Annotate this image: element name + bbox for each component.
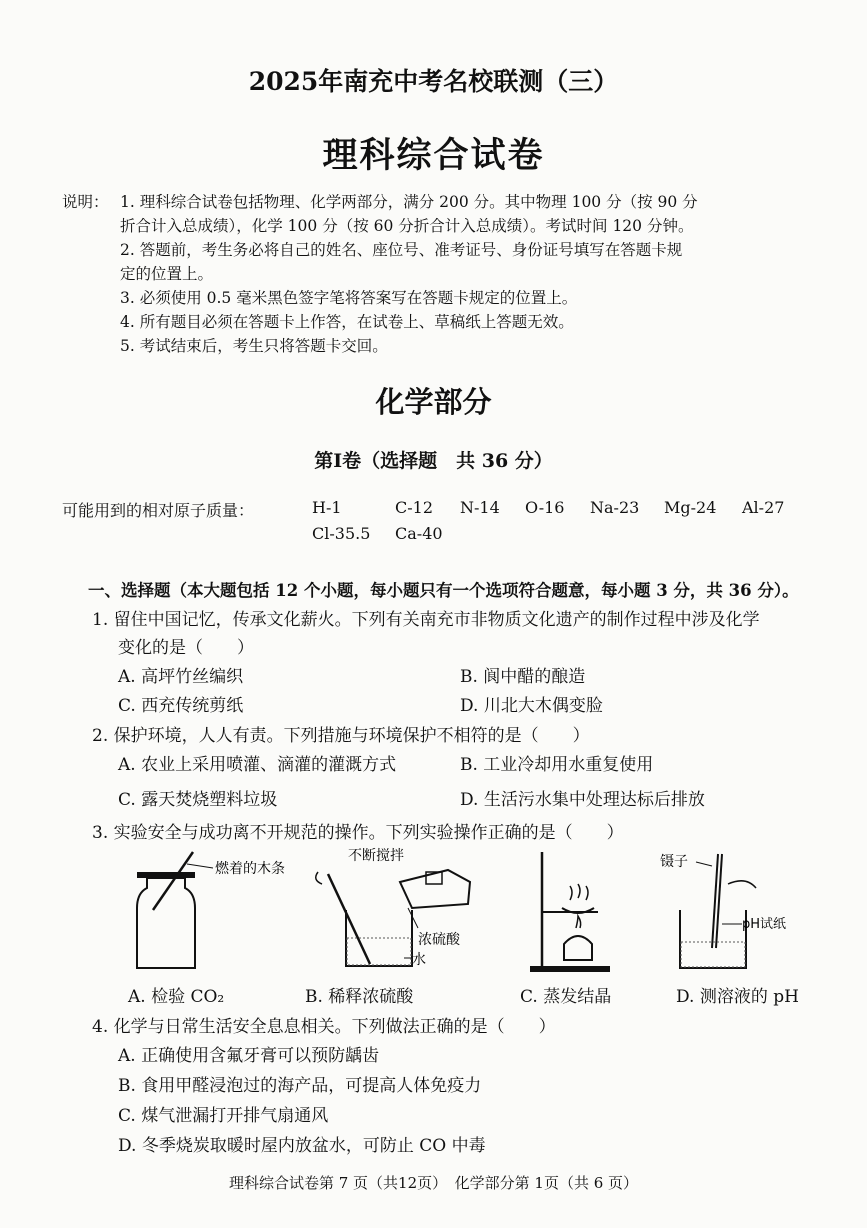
instructions-label: 说明： (62, 193, 109, 211)
figure-c-evaporation (520, 848, 620, 978)
atomic-mass-item: Na-23 (590, 498, 640, 517)
exam-title: 2025年南充中考名校联测（三） (248, 67, 619, 96)
question-4-option-b: B. 食用甲醛浸泡过的海产品，可提高人体免疫力 (118, 1076, 482, 1096)
paper-title: 理科综合试卷 (322, 135, 545, 176)
atomic-mass-item: Cl-35.5 (312, 524, 371, 543)
question-4-option-c: C. 煤气泄漏打开排气扇通风 (118, 1106, 329, 1126)
question-4-stem: 4. 化学与日常生活安全息息相关。下列做法正确的是（ ） (92, 1017, 556, 1037)
question-3-stem: 3. 实验安全与成功离不开规范的操作。下列实验操作正确的是（ ） (92, 823, 624, 843)
question-1-stem: 1. 留住中国记忆，传承文化薪火。下列有关南充市非物质文化遗产的制作过程中涉及化学 (92, 610, 760, 630)
figure-d-tweezers-label: 镊子 (660, 854, 688, 870)
question-4-option-a: A. 正确使用含氟牙膏可以预防龋齿 (118, 1046, 380, 1066)
atomic-mass-item: Mg-24 (664, 498, 717, 517)
question-4-option-d: D. 冬季烧炭取暖时屋内放盆水，可防止 CO 中毒 (118, 1136, 486, 1156)
atomic-mass-item: O-16 (525, 498, 565, 517)
question-2-option-b: B. 工业冷却用水重复使用 (460, 755, 654, 775)
figure-a-stick-label: 燃着的木条 (215, 861, 285, 877)
instruction-line: 1. 理科综合试卷包括物理、化学两部分，满分 200 分。其中物理 100 分（按 90 分 (120, 193, 698, 211)
atomic-mass-item: N-14 (460, 498, 500, 517)
part-title: 第Ⅰ卷（选择题 共 36 分） (314, 450, 553, 472)
question-2-option-c: C. 露天焚烧塑料垃圾 (118, 790, 278, 810)
atomic-mass-item: H-1 (312, 498, 342, 517)
question-1-option-a: A. 高坪竹丝编织 (118, 667, 244, 687)
figure-a-gas-test (125, 848, 295, 978)
instruction-line: 4. 所有题目必须在答题卡上作答，在试卷上、草稿纸上答题无效。 (120, 313, 574, 331)
section-one-heading: 一、选择题（本大题包括 12 个小题，每小题只有一个选项符合题意，每小题 3 分，共 36 分）。 (88, 581, 799, 600)
instruction-line: 定的位置上。 (120, 265, 214, 283)
question-1-option-c: C. 西充传统剪纸 (118, 696, 244, 716)
question-3-option-c: C. 蒸发结晶 (520, 987, 612, 1007)
question-1-stem-cont: 变化的是（ ） (118, 638, 254, 658)
page-footer: 理科综合试卷第 7 页（共12页） 化学部分第 1页（共 6 页） (228, 1174, 639, 1192)
figure-b-stir-label: 不断搅拌 (348, 848, 404, 864)
figure-b-water-label: 水 (412, 952, 426, 968)
question-2-option-a: A. 农业上采用喷灌、滴灌的灌溉方式 (118, 755, 397, 775)
figure-d-ph-test (650, 846, 800, 978)
instruction-line: 折合计入总成绩），化学 100 分（按 60 分折合计入总成绩）。考试时间 120 分钟。 (120, 217, 694, 235)
instruction-line: 2. 答题前，考生务必将自己的姓名、座位号、准考证号、身份证号填写在答题卡规 (120, 241, 683, 259)
question-3-option-d: D. 测溶液的 pH (676, 987, 799, 1007)
section-title: 化学部分 (375, 385, 492, 419)
figure-b-dilution (308, 842, 488, 977)
question-3-option-a: A. 检验 CO₂ (128, 987, 225, 1007)
question-1-option-d: D. 川北大木偶变脸 (460, 696, 603, 716)
question-2-option-d: D. 生活污水集中处理达标后排放 (460, 790, 705, 810)
atomic-mass-label: 可能用到的相对原子质量： (62, 501, 255, 520)
question-2-stem: 2. 保护环境，人人有责。下列措施与环境保护不相符的是（ ） (92, 726, 590, 746)
instruction-line: 3. 必须使用 0.5 毫米黑色签字笔将答案写在答题卡规定的位置上。 (120, 289, 578, 307)
question-1-option-b: B. 阆中醋的酿造 (460, 667, 586, 687)
atomic-mass-item: C-12 (395, 498, 434, 517)
atomic-mass-item: Ca-40 (395, 524, 443, 543)
instruction-line: 5. 考试结束后，考生只将答题卡交回。 (120, 337, 388, 355)
figure-b-acid-label: 浓硫酸 (418, 932, 460, 948)
figure-d-paper-label: pH试纸 (742, 917, 787, 932)
question-3-option-b: B. 稀释浓硫酸 (305, 987, 414, 1007)
atomic-mass-item: Al-27 (742, 498, 785, 517)
